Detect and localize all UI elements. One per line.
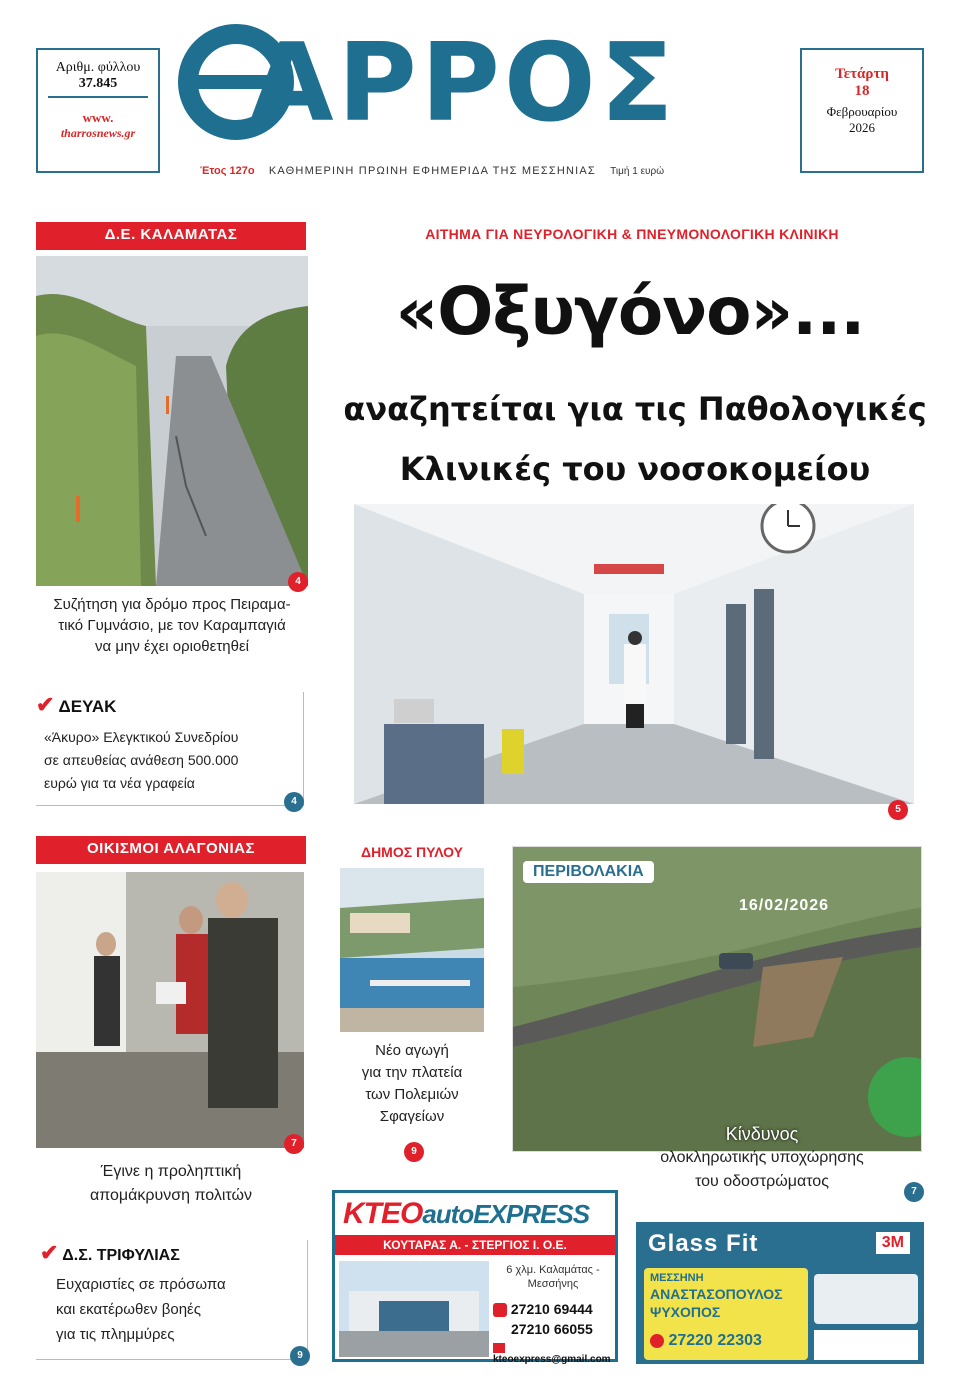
perivolakia-road-photo[interactable]	[512, 846, 922, 1152]
glassfit-van-image	[814, 1274, 918, 1324]
day-number: 18	[854, 83, 870, 99]
hospital-corridor-photo[interactable]	[354, 504, 914, 804]
perivolakia-page-badge[interactable]: 7	[904, 1182, 924, 1202]
caption-line: του οδοστρώματος	[695, 1173, 829, 1190]
oikismoi-section-bar: ΟΙΚΙΣΜΟΙ ΑΛΑΓΟΝΙΑΣ	[36, 836, 306, 864]
trifylia-text-line: και εκατέρωθεν βοηές	[56, 1301, 201, 1318]
photo-date-stamp: 16/02/2026	[739, 897, 830, 914]
kteo-company: ΚΟΥΤΑΡΑΣ Α. - ΣΤΕΡΓΙΟΣ Ι. Ο.Ε.	[335, 1235, 615, 1255]
caption-line: να μην έχει οριοθετηθεί	[95, 638, 249, 655]
glassfit-ad[interactable]	[636, 1222, 924, 1364]
kteo-ad[interactable]	[332, 1190, 618, 1365]
kteo-email: kteoexpress@gmail.com	[493, 1354, 611, 1365]
caption-line: για την πλατεία	[361, 1064, 463, 1081]
masthead-title: ΑΡΡΟΣ	[250, 21, 678, 146]
phone-icon	[650, 1334, 664, 1348]
trifylia-title: Δ.Σ. ΤΡΙΦΥΛΙΑΣ	[62, 1247, 180, 1264]
caption-line: Συζήτηση για δρόμο προς Πειραμα-	[53, 596, 291, 613]
perivolakia-label: ΠΕΡΙΒΟΛΑΚΙΑ	[523, 861, 654, 883]
trifylia-text-line: Ευχαριστίες σε πρόσωπα	[56, 1276, 226, 1293]
caption-line: απομάκρυνση πολιτών	[89, 1187, 253, 1204]
pylos-kicker: ΔΗΜΟΣ ΠΥΛΟΥ	[361, 844, 463, 860]
email-icon	[493, 1343, 505, 1353]
kteo-building-image	[339, 1261, 489, 1357]
year-label: Έτος 127ο	[200, 165, 255, 177]
month: Φεβρουαρίου	[826, 104, 898, 119]
caption-line: των Πολεμιών	[365, 1086, 459, 1103]
kteo-address-line: 6 χλμ. Καλαμάτας -	[506, 1264, 600, 1276]
oikismoi-page-badge[interactable]: 7	[284, 1134, 304, 1154]
kalamata-road-photo[interactable]	[36, 256, 308, 586]
trifylia-text-line: για τις πλημμύρες	[56, 1326, 175, 1343]
kteo-phone-1: 27210 69444	[510, 1301, 593, 1317]
glassfit-phone: 27220 22303	[668, 1332, 762, 1349]
glassfit-name-1: ΑΝΑΣΤΑΣΟΠΟΥΛΟΣ	[650, 1286, 783, 1302]
glassfit-name-2: ΨΥΧΟΠΟΣ	[650, 1304, 721, 1320]
checkmark-icon: ✔	[36, 692, 55, 717]
pylos-harbour-photo[interactable]	[340, 868, 484, 1032]
lead-subhead-1[interactable]: αναζητείται για τις Παθολογικές	[343, 390, 927, 428]
lead-kicker: ΑΙΤΗΜΑ ΓΙΑ ΝΕΥΡΟΛΟΓΙΚΗ & ΠΝΕΥΜΟΝΟΛΟΓΙΚΗ ΚΛΙΝΙΚΗ	[425, 226, 839, 242]
phone-icon	[493, 1303, 507, 1317]
oikismoi-caption[interactable]	[36, 1160, 306, 1208]
kteo-phone-2: 27210 66055	[511, 1321, 593, 1337]
website-line1[interactable]: www.	[82, 110, 114, 125]
glassfit-info-strip	[814, 1330, 918, 1360]
website-line2[interactable]: tharrosnews.gr	[60, 126, 136, 140]
kteo-brand-2: autoEXPRESS	[422, 1199, 590, 1229]
kteo-address-line: Μεσσήνης	[527, 1278, 579, 1290]
issue-number: 37.845	[78, 76, 118, 91]
glassfit-area: ΜΕΣΣΗΝΗ	[650, 1272, 704, 1284]
deyak-text-line: «Άκυρο» Ελεγκτικού Συνεδρίου	[44, 729, 239, 745]
deyak-page-badge[interactable]: 4	[284, 792, 304, 812]
year: 2026	[849, 120, 875, 135]
deyak-title: ΔΕΥΑΚ	[58, 697, 117, 716]
issue-label: Αριθμ. φύλλου	[55, 60, 141, 75]
deyak-text-line: ευρώ για τα νέα γραφεία	[44, 775, 195, 791]
deyak-box[interactable]	[36, 692, 304, 806]
trifylia-page-badge[interactable]: 9	[290, 1346, 310, 1366]
tagline-row	[200, 165, 780, 177]
issue-box	[36, 48, 160, 173]
perivolakia-caption[interactable]	[612, 1122, 912, 1194]
kteo-brand: ΚΤΕΟ	[343, 1197, 423, 1230]
kalamata-caption[interactable]	[36, 594, 308, 657]
caption-line: Νέο αγωγή	[375, 1042, 449, 1059]
tagline: ΚΑΘΗΜΕΡΙΝΗ ΠΡΩΙΝΗ ΕΦΗΜΕΡΙΔΑ ΤΗΣ ΜΕΣΣΗΝΙΑΣ	[268, 165, 596, 177]
oikismoi-photo[interactable]	[36, 872, 304, 1148]
3m-logo: 3M	[876, 1232, 910, 1254]
glassfit-brand: Glass Fit	[648, 1230, 759, 1257]
pylos-page-badge[interactable]: 9	[404, 1142, 424, 1162]
weekday: Τετάρτη	[835, 66, 889, 82]
caption-line: ολοκληρωτικής υποχώρησης	[660, 1149, 864, 1166]
deyak-text-line: σε απευθείας ανάθεση 500.000	[44, 752, 239, 768]
checkmark-icon: ✔	[40, 1240, 59, 1265]
kalamata-section-bar: Δ.Ε. ΚΑΛΑΜΑΤΑΣ	[36, 222, 306, 250]
caption-line: Κίνδυνος	[725, 1124, 799, 1144]
caption-line: Σφαγείων	[379, 1108, 445, 1125]
kalamata-page-badge[interactable]: 4	[288, 572, 308, 592]
trifylia-box[interactable]	[36, 1240, 308, 1360]
price: Τιμή 1 ευρώ	[610, 166, 664, 177]
pylos-caption[interactable]	[340, 1040, 484, 1128]
lead-page-badge[interactable]: 5	[888, 800, 908, 820]
caption-line: Έγινε η προληπτική	[100, 1163, 242, 1180]
lead-subhead-2[interactable]: Κλινικές του νοσοκομείου	[399, 450, 871, 488]
date-box	[800, 48, 924, 173]
caption-line: τικό Γυμνάσιο, με τον Καραμπαγιά	[58, 617, 286, 634]
lead-headline[interactable]: «Οξυγόνο»...	[395, 273, 865, 350]
